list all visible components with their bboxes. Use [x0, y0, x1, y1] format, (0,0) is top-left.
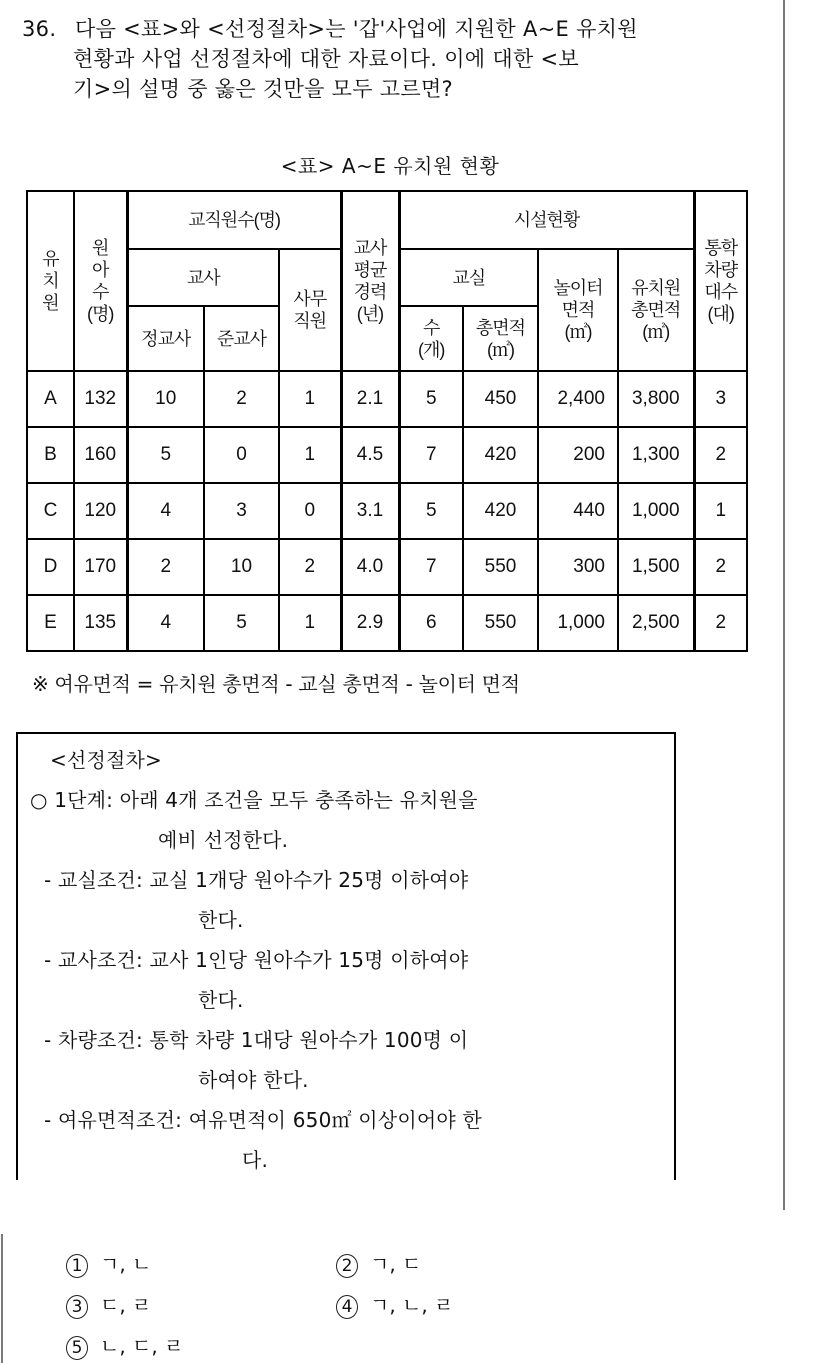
- header-total-area: 유치원 총면적 (㎡): [618, 249, 694, 371]
- question-line-3: 기>의 설명 중 옳은 것만을 모두 고르면?: [73, 77, 453, 101]
- header-children: 원 아 수 (명): [74, 191, 127, 371]
- choice-number-circle: 2: [336, 1254, 358, 1278]
- page-divider-left: [1, 1234, 3, 1363]
- condition-classroom: - 교실조건: 교실 1개당 원아수가 25명 이하여야: [44, 868, 469, 892]
- header-classroom-group: 교실: [399, 249, 538, 306]
- condition-teacher-cont: 한다.: [198, 988, 244, 1012]
- header-kindergarten: 유 치 원: [27, 191, 74, 371]
- table-row-d: D 170 2 10 2 4.0 7 550 300 1,500 2: [27, 539, 747, 595]
- page-divider-right: [783, 0, 785, 1210]
- question-stem: [22, 14, 762, 104]
- choice-number-circle: 1: [66, 1254, 88, 1278]
- condition-teacher: - 교사조건: 교사 1인당 원아수가 15명 이하여야: [44, 948, 469, 972]
- header-office-staff: 사무 직원: [279, 249, 341, 371]
- table-row-e: E 135 4 5 1 2.9 6 550 1,000 2,500 2: [27, 595, 747, 651]
- condition-spare-area: - 여유면적조건: 여유면적이 650㎡ 이상이어야 한: [44, 1108, 482, 1132]
- question-line-1: 다음 <표>와 <선정절차>는 '갑'사업에 지원한 A~E 유치원: [75, 17, 638, 41]
- header-facility-group: 시설현황: [399, 191, 694, 249]
- table-row-c: C 120 4 3 0 3.1 5 420 440 1,000 1: [27, 483, 747, 539]
- step1-line-1: ○ 1단계: 아래 4개 조건을 모두 충족하는 유치원을: [30, 788, 478, 812]
- kindergarten-table: [26, 190, 748, 652]
- procedure-title: <선정절차>: [50, 748, 162, 772]
- choice-3[interactable]: 3 ㄷ, ㄹ: [66, 1289, 151, 1319]
- choice-4[interactable]: 4 ㄱ, ㄴ, ㄹ: [336, 1289, 453, 1319]
- header-avg-career: 교사 평균 경력 (년): [341, 191, 399, 371]
- procedure-content: [30, 740, 670, 1180]
- table-row-a: A 132 10 2 1 2.1 5 450 2,400 3,800 3: [27, 371, 747, 427]
- choice-number-circle: 3: [66, 1295, 88, 1319]
- header-teacher-group: 교사: [127, 249, 279, 306]
- question-number: 36.: [22, 17, 57, 41]
- condition-spare-area-cont: 다.: [242, 1148, 269, 1172]
- condition-classroom-cont: 한다.: [198, 908, 244, 932]
- header-classroom-count: 수 (개): [399, 306, 463, 371]
- table-footnote: ※ 여유면적 = 유치원 총면적 - 교실 총면적 - 놀이터 면적: [32, 672, 520, 696]
- header-regular-teacher: 정교사: [127, 306, 204, 371]
- step1-line-2: 예비 선정한다.: [158, 828, 289, 852]
- header-classroom-area: 총면적 (㎡): [463, 306, 538, 371]
- header-associate-teacher: 준교사: [204, 306, 279, 371]
- header-staff-group: 교직원수(명): [127, 191, 341, 249]
- choice-1[interactable]: 1 ㄱ, ㄴ: [66, 1248, 151, 1278]
- choice-number-circle: 4: [336, 1295, 358, 1319]
- header-playground-area: 놀이터 면적 (㎡): [538, 249, 618, 371]
- condition-vehicle-cont: 하여야 한다.: [198, 1068, 309, 1092]
- condition-vehicle: - 차량조건: 통학 차량 1대당 원아수가 100명 이: [44, 1028, 469, 1052]
- choice-5[interactable]: 5 ㄴ, ㄷ, ㄹ: [66, 1330, 183, 1360]
- choice-2[interactable]: 2 ㄱ, ㄷ: [336, 1248, 421, 1278]
- table-caption: <표> A~E 유치원 현황: [280, 154, 500, 178]
- table-row-b: B 160 5 0 1 4.5 7 420 200 1,300 2: [27, 427, 747, 483]
- header-bus-count: 통학 차량 대수 (대): [694, 191, 747, 371]
- choice-number-circle: 5: [66, 1336, 88, 1360]
- question-line-2: 현황과 사업 선정절차에 대한 자료이다. 이에 대한 <보: [73, 47, 580, 71]
